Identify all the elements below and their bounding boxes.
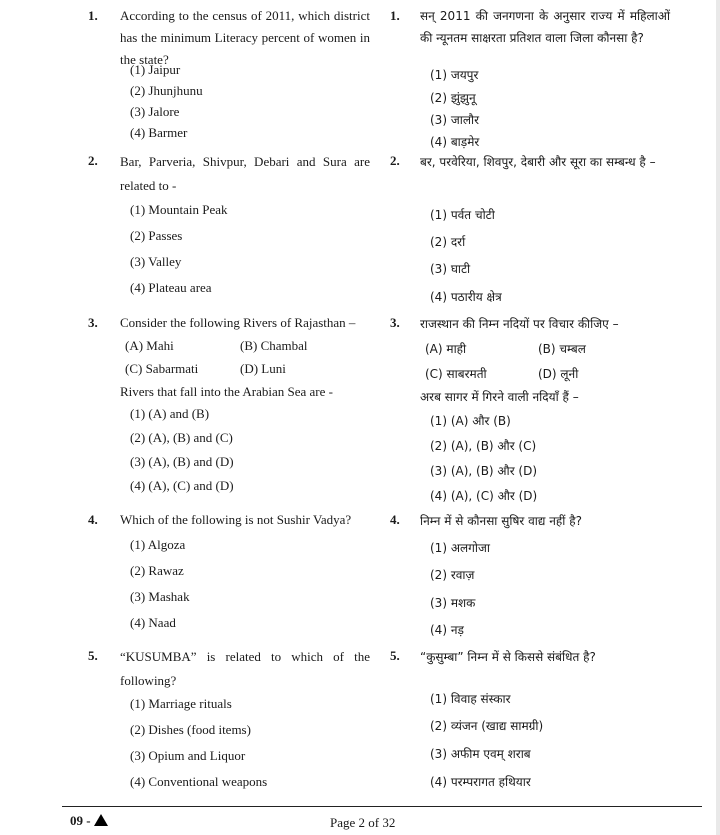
- question-3-option-2-hi: (2) (A), (B) और (C): [430, 439, 537, 453]
- question-3-item-a-en: (A) Mahi: [125, 338, 174, 353]
- question-1-option-3-hi: (3) जालौर: [430, 113, 479, 127]
- question-3-stem2-en: Rivers that fall into the Arabian Sea are -: [120, 384, 333, 399]
- question-3-option-1-en: (1) (A) and (B): [130, 406, 210, 421]
- page-number: Page 2 of 32: [330, 815, 396, 830]
- question-3-item-d-en: (D) Luni: [240, 361, 286, 376]
- question-4-option-4-hi: (4) नड़: [430, 623, 464, 637]
- question-3-number-en: 3.: [88, 315, 98, 330]
- question-5-option-2-en: (2) Dishes (food items): [130, 722, 251, 737]
- question-4-option-2-en: (2) Rawaz: [130, 563, 184, 578]
- question-1-option-3-en: (3) Jalore: [130, 104, 180, 119]
- question-1-option-2-en: (2) Jhunjhunu: [130, 83, 203, 98]
- question-3-stem2-hi: अरब सागर में गिरने वाली नदियाँ हैं –: [420, 390, 579, 404]
- question-2-option-3-hi: (3) घाटी: [430, 262, 471, 276]
- question-4-option-3-hi: (3) मशक: [430, 596, 476, 610]
- question-1-number-en: 1.: [88, 8, 98, 23]
- question-3-option-4-hi: (4) (A), (C) और (D): [430, 489, 538, 503]
- question-3-option-3-hi: (3) (A), (B) और (D): [430, 464, 538, 478]
- question-5-number-en: 5.: [88, 648, 98, 663]
- question-3-option-3-en: (3) (A), (B) and (D): [130, 454, 234, 469]
- question-4-text-en: Which of the following is not Sushir Vadya?: [120, 512, 352, 527]
- question-4-number-hi: 4.: [390, 512, 400, 527]
- question-5-option-1-hi: (1) विवाह संस्कार: [430, 692, 511, 706]
- question-3-item-d-hi: (D) लूनी: [538, 367, 579, 381]
- footer-divider: [62, 806, 702, 807]
- question-4-option-4-en: (4) Naad: [130, 615, 176, 630]
- triangle-icon: [94, 814, 108, 826]
- question-1-option-4-hi: (4) बाड़मेर: [430, 135, 480, 149]
- question-4-option-1-hi: (1) अलगोजा: [430, 541, 490, 555]
- question-5-text-hi: “कुसुम्बा” निम्न में से किससे संबंधित है?: [420, 650, 596, 664]
- question-3-item-b-en: (B) Chambal: [240, 338, 308, 353]
- question-3-option-4-en: (4) (A), (C) and (D): [130, 478, 234, 493]
- question-2-option-3-en: (3) Valley: [130, 254, 182, 269]
- question-1-option-1-en: (1) Jaipur: [130, 62, 181, 77]
- question-1-option-4-en: (4) Barmer: [130, 125, 188, 140]
- question-1-text-en: According to the census of 2011, which district has the minimum Literacy percent of women in the state?: [120, 8, 370, 67]
- question-2-text-en: Bar, Parveria, Shivpur, Debari and Sura are related to -: [120, 154, 370, 193]
- question-5-option-3-hi: (3) अफीम एवम् शराब: [430, 747, 531, 761]
- page-edge-shadow: [716, 0, 720, 835]
- question-3-item-a-hi: (A) माही: [425, 342, 467, 356]
- question-3-text-en: Consider the following Rivers of Rajasthan –: [120, 315, 356, 330]
- question-2-option-2-hi: (2) दर्रा: [430, 235, 466, 249]
- question-5-text-en: “KUSUMBA” is related to which of the following?: [120, 649, 370, 688]
- question-4-option-3-en: (3) Mashak: [130, 589, 190, 604]
- question-2-option-2-en: (2) Passes: [130, 228, 183, 243]
- question-2-text-hi: बर, परवेरिया, शिवपुर, देबारी और सूरा का सम्बन्ध है –: [420, 155, 656, 169]
- question-2-option-1-hi: (1) पर्वत चोटी: [430, 208, 495, 222]
- question-1-option-1-hi: (1) जयपुर: [430, 68, 479, 82]
- question-4-text-hi: निम्न में से कौनसा सुषिर वाद्य नहीं है?: [420, 514, 582, 528]
- question-1-number-hi: 1.: [390, 8, 400, 23]
- question-1-text-hi: सन् 2011 की जनगणना के अनुसार राज्य में महिलाओं की न्यूनतम साक्षरता प्रतिशत वाला जिला कौनसा है?: [420, 9, 670, 45]
- question-5-option-2-hi: (2) व्यंजन (खाद्य सामग्री): [430, 719, 544, 733]
- question-3-text-hi: राजस्थान की निम्न नदियों पर विचार कीजिए –: [420, 317, 619, 331]
- question-2-number-en: 2.: [88, 153, 98, 168]
- question-3-option-2-en: (2) (A), (B) and (C): [130, 430, 233, 445]
- question-5-option-4-hi: (4) परम्परागत हथियार: [430, 775, 531, 789]
- question-2-option-4-hi: (4) पठारीय क्षेत्र: [430, 290, 502, 304]
- footer-code-text: 09 -: [70, 813, 91, 828]
- question-4-option-2-hi: (2) रवाज़: [430, 568, 475, 582]
- question-2-number-hi: 2.: [390, 153, 400, 168]
- question-3-item-c-hi: (C) साबरमती: [425, 367, 487, 381]
- question-4-number-en: 4.: [88, 512, 98, 527]
- question-1-option-2-hi: (2) झुंझुनू: [430, 91, 476, 105]
- question-3-item-b-hi: (B) चम्बल: [538, 342, 586, 356]
- question-5-option-3-en: (3) Opium and Liquor: [130, 748, 246, 763]
- question-4-option-1-en: (1) Algoza: [130, 537, 186, 552]
- question-3-option-1-hi: (1) (A) और (B): [430, 414, 511, 428]
- question-3-item-c-en: (C) Sabarmati: [125, 361, 199, 376]
- question-2-option-4-en: (4) Plateau area: [130, 280, 212, 295]
- question-5-option-4-en: (4) Conventional weapons: [130, 774, 268, 789]
- question-5-option-1-en: (1) Marriage rituals: [130, 696, 232, 711]
- question-3-number-hi: 3.: [390, 315, 400, 330]
- footer-code: [70, 813, 108, 829]
- question-5-number-hi: 5.: [390, 648, 400, 663]
- question-2-option-1-en: (1) Mountain Peak: [130, 202, 228, 217]
